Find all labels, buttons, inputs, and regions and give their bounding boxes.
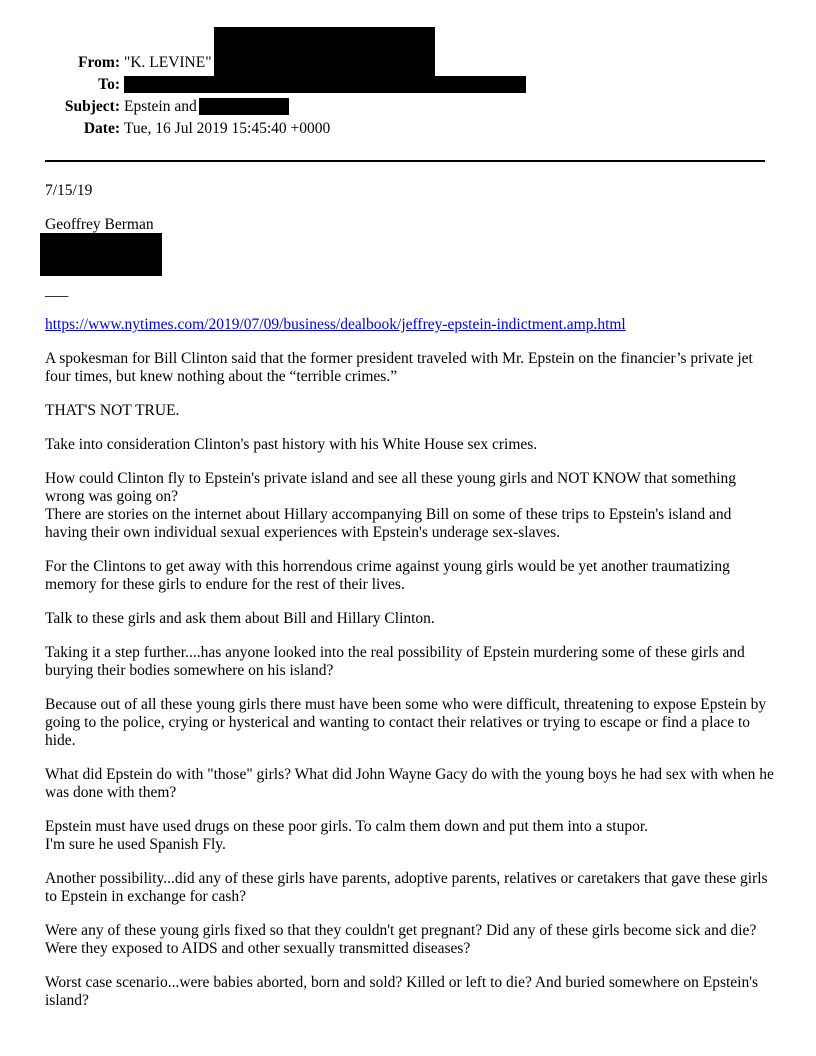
redaction-subject [199,98,289,115]
paragraph-6: Talk to these girls and ask them about Bill and Hillary Clinton. [45,610,435,627]
paragraph-7: Taking it a step further....has anyone looked into the real possibility of Epstein murdering some of these girls and burying their bodies somewhere on his island? [45,644,745,679]
paragraph-8: Because out of all these young girls there must have been some who were difficult, threatening to expose Epstein by going to the police, crying or hysterical and wanting to contact their relatives or trying to escape or find a place to hide. [45,696,767,749]
redaction-to [124,76,526,93]
paragraph-4-line-2: There are stories on the internet about Hillary accompanying Bill on some of these trips to Epstein's island and having their own individual sexual experiences with Epstein's underage sex-slaves. [45,506,732,541]
redaction-recipient-address [40,233,162,276]
from-value: "K. LEVINE" [124,54,212,71]
date-value: Tue, 16 Jul 2019 15:45:40 +0000 [124,120,331,137]
paragraph-10-line-1: Epstein must have used drugs on these poor girls. To calm them down and put them into a stupor. [45,818,649,835]
to-label: To: [98,76,120,93]
paragraph-4 [45,470,775,542]
subject-value: Epstein and [124,98,197,115]
subject-label: Subject: [64,98,120,115]
paragraph-1: A spokesman for Bill Clinton said that the former president traveled with Mr. Epstein on the financier’s private jet four times, but knew nothing about the “terrible crimes.” [45,350,753,385]
article-link[interactable]: https://www.nytimes.com/2019/07/09/business/dealbook/jeffrey-epstein-indictment.amp.html [45,316,626,333]
paragraph-4-line-1: How could Clinton fly to Epstein's private island and see all these young girls and NOT KNOW that something wrong was going on? [45,470,737,505]
email-body [45,182,775,1026]
paragraph-12: Were any of these young girls fixed so that they couldn't get pregnant? Did any of these girls become sick and die? Were they exposed to AIDS and other sexually transmitted diseases? [45,922,757,957]
paragraph-2: THAT'S NOT TRUE. [45,402,180,419]
from-label: From: [78,54,120,71]
paragraph-13: Worst case scenario...were babies aborted, born and sold? Killed or left to die? And buried somewhere on Epstein's island? [45,974,759,1009]
paragraph-3: Take into consideration Clinton's past history with his White House sex crimes. [45,436,538,453]
redaction-from [214,27,435,77]
recipient-name: Geoffrey Berman [45,216,154,233]
paragraph-10 [45,818,775,854]
paragraph-11: Another possibility...did any of these girls have parents, adoptive parents, relatives or caretakers that gave these girls to Epstein in exchange for cash? [45,870,768,905]
separator-dash: ___ [45,282,69,299]
paragraph-5: For the Clintons to get away with this horrendous crime against young girls would be yet another traumatizing memory for these girls to endure for the rest of their lives. [45,558,730,593]
header-divider [45,160,765,162]
paragraph-10-line-2: I'm sure he used Spanish Fly. [45,836,226,853]
paragraph-9: What did Epstein do with "those" girls? What did John Wayne Gacy do with the young boys he had sex with when he was done with them? [45,766,774,801]
date-label: Date: [83,120,120,137]
letter-date: 7/15/19 [45,182,93,199]
